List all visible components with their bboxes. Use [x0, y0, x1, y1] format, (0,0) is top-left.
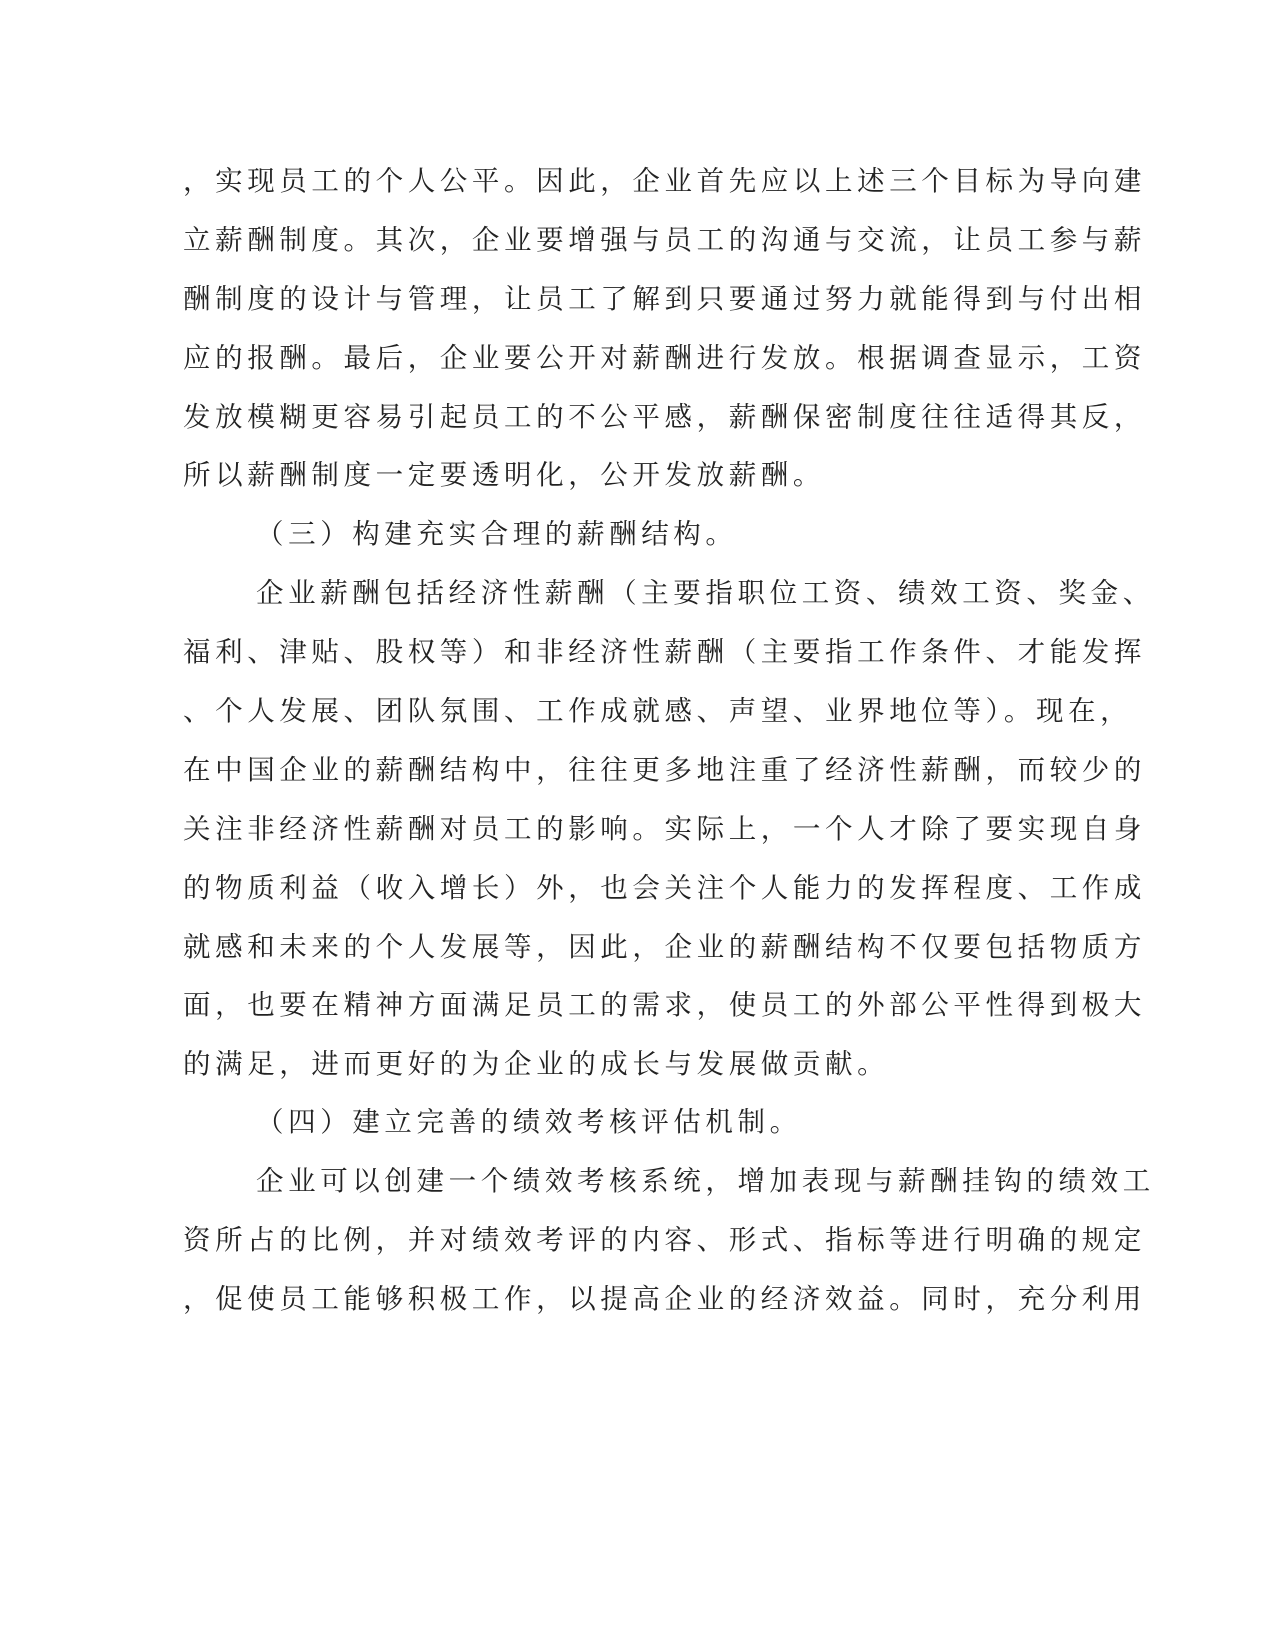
paragraph-line: 发放模糊更容易引起员工的不公平感，薪酬保密制度往往适得其反， [183, 401, 1146, 433]
paragraph-line: 关注非经济性薪酬对员工的影响。实际上，一个人才除了要实现自身 [183, 813, 1146, 845]
section-heading: （四）建立完善的绩效考核评估机制。 [256, 1106, 802, 1138]
paragraph-line: ，实现员工的个人公平。因此，企业首先应以上述三个目标为导向建 [183, 165, 1146, 197]
paragraph-line: ，促使员工能够积极工作，以提高企业的经济效益。同时，充分利用 [183, 1283, 1146, 1315]
paragraph-line: 酬制度的设计与管理，让员工了解到只要通过努力就能得到与付出相 [183, 283, 1146, 315]
paragraph-line: 立薪酬制度。其次，企业要增强与员工的沟通与交流，让员工参与薪 [183, 224, 1146, 256]
paragraph-line: 应的报酬。最后，企业要公开对薪酬进行发放。根据调查显示，工资 [183, 342, 1146, 374]
paragraph-line: 的物质利益（收入增长）外，也会关注个人能力的发挥程度、工作成 [183, 872, 1146, 904]
paragraph-line: 资所占的比例，并对绩效考评的内容、形式、指标等进行明确的规定 [183, 1224, 1146, 1256]
paragraph-line: 企业薪酬包括经济性薪酬（主要指职位工资、绩效工资、奖金、 [256, 577, 1155, 609]
section-heading: （三）构建充实合理的薪酬结构。 [256, 518, 738, 550]
paragraph-line: 面，也要在精神方面满足员工的需求，使员工的外部公平性得到极大 [183, 989, 1146, 1021]
paragraph-line: 就感和未来的个人发展等，因此，企业的薪酬结构不仅要包括物质方 [183, 931, 1146, 963]
paragraph-line: 福利、津贴、股权等）和非经济性薪酬（主要指工作条件、才能发挥 [183, 636, 1146, 668]
paragraph-line: 所以薪酬制度一定要透明化，公开发放薪酬。 [183, 459, 825, 491]
paragraph-line: 、个人发展、团队氛围、工作成就感、声望、业界地位等）。现在， [183, 695, 1133, 727]
paragraph-line: 企业可以创建一个绩效考核系统，增加表现与薪酬挂钩的绩效工 [256, 1165, 1155, 1197]
paragraph-line: 在中国企业的薪酬结构中，往往更多地注重了经济性薪酬，而较少的 [183, 754, 1146, 786]
paragraph-line: 的满足，进而更好的为企业的成长与发展做贡献。 [183, 1048, 890, 1080]
